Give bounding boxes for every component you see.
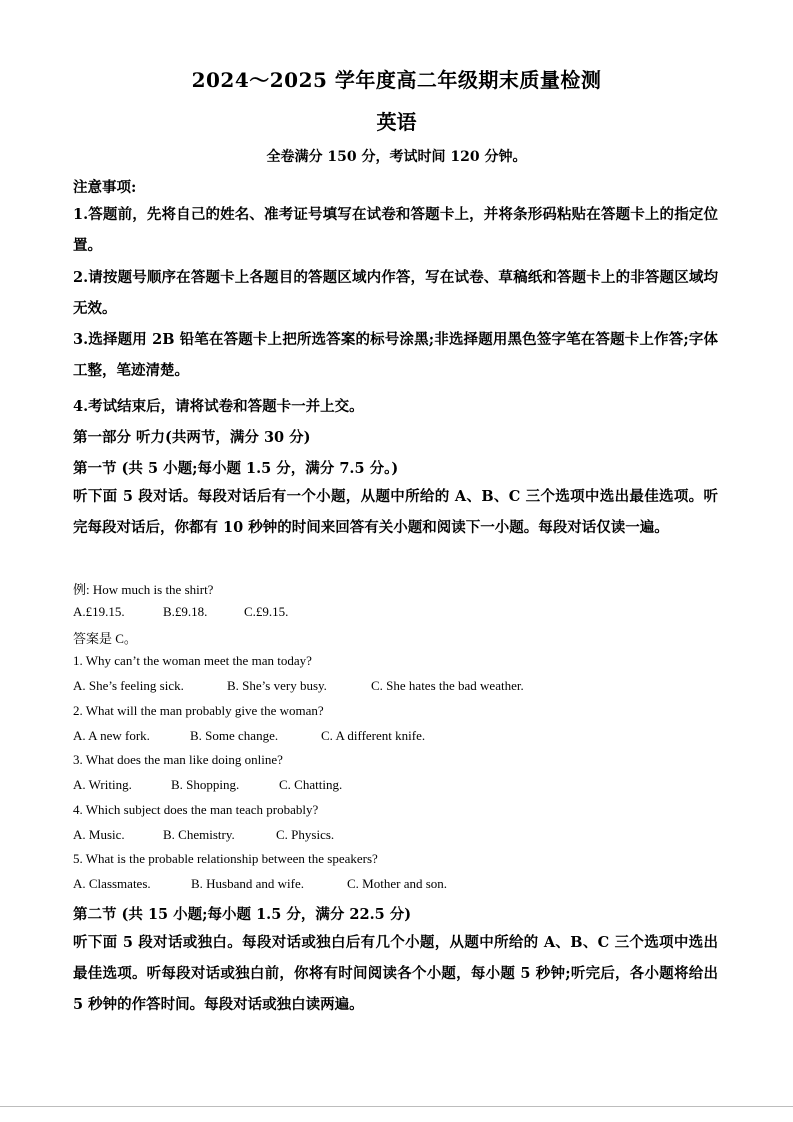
section1-heading: 第一节 (共 5 小题;每小题 1.5 分，满分 7.5 分。) — [73, 460, 399, 477]
option-c: C. She hates the bad weather. — [371, 678, 524, 693]
option-b: B. Some change. — [190, 728, 279, 743]
question-4: 4. Which subject does the man teach probably? — [73, 802, 319, 817]
note-item-2: 2.请按题号顺序在答题卡上各题目的答题区域内作答，写在试卷、草稿纸和答题卡上的非答题区域均无效。 — [73, 269, 718, 317]
question-5: 5. What is the probable relationship between the speakers? — [73, 851, 378, 866]
question-1-options — [73, 678, 524, 694]
option-c: C. A different knife. — [321, 728, 426, 743]
question-3-options — [73, 777, 342, 793]
section2-instructions: 听下面 5 段对话或独白。每段对话或独白后有几个小题，从题中所给的 A、B、C 三个选项中选出最佳选项。听每段对话或独白前，你将有时间阅读各个小题，每小题 5 秒钟;听完后，各小题将给出 5 秒钟的作答时间。每段对话或独白读两遍。 — [73, 934, 718, 1013]
score-time-info: 全卷满分 150 分，考试时间 120 分钟。 — [266, 149, 527, 165]
page-bottom-divider — [0, 1106, 793, 1107]
subject-title: 英语 — [376, 110, 417, 134]
option-c: C. Physics. — [276, 827, 335, 842]
section1-instructions: 听下面 5 段对话。每段对话后有一个小题，从题中所给的 A、B、C 三个选项中选出最佳选项。听完每段对话后，你都有 10 秒钟的时间来回答有关小题和阅读下一小题。每段对话仅读一遍。 — [73, 488, 718, 536]
exam-title: 2024～2025 学年度高二年级期末质量检测 — [191, 68, 602, 92]
example-answer: 答案是 C。 — [73, 631, 137, 646]
option-b: B. Husband and wife. — [191, 876, 305, 891]
question-5-options — [73, 876, 447, 892]
section2-heading: 第二节 (共 15 小题;每小题 1.5 分，满分 22.5 分) — [73, 906, 412, 923]
notes-heading: 注意事项: — [73, 179, 137, 196]
question-2-options — [73, 728, 425, 744]
example-options — [73, 604, 288, 620]
question-4-options — [73, 827, 334, 843]
option-c: C. Chatting. — [279, 777, 343, 792]
option-a: A. A new fork. — [73, 728, 150, 743]
option-a: A.£19.15. — [73, 604, 125, 619]
option-a: A. She’s feeling sick. — [73, 678, 184, 693]
option-a: A. Writing. — [73, 777, 132, 792]
option-b: B.£9.18. — [163, 604, 208, 619]
question-3: 3. What does the man like doing online? — [73, 752, 283, 767]
question-2: 2. What will the man probably give the woman? — [73, 703, 324, 718]
example-question: 例: How much is the shirt? — [73, 582, 214, 597]
note-item-3: 3.选择题用 2B 铅笔在答题卡上把所选答案的标号涂黑;非选择题用黑色签字笔在答题卡上作答;字体工整，笔迹清楚。 — [73, 331, 718, 379]
option-b: B. She’s very busy. — [227, 678, 327, 693]
note-item-1: 1.答题前，先将自己的姓名、准考证号填写在试卷和答题卡上，并将条形码粘贴在答题卡上的指定位置。 — [73, 206, 718, 254]
part1-heading: 第一部分 听力(共两节，满分 30 分) — [73, 429, 311, 446]
option-b: B. Chemistry. — [163, 827, 235, 842]
option-c: C.£9.15. — [244, 604, 289, 619]
option-a: A. Music. — [73, 827, 125, 842]
option-c: C. Mother and son. — [347, 876, 448, 891]
option-b: B. Shopping. — [171, 777, 240, 792]
question-1: 1. Why can’t the woman meet the man today? — [73, 653, 312, 668]
note-item-4: 4.考试结束后，请将试卷和答题卡一并上交。 — [73, 398, 364, 415]
option-a: A. Classmates. — [73, 876, 151, 891]
